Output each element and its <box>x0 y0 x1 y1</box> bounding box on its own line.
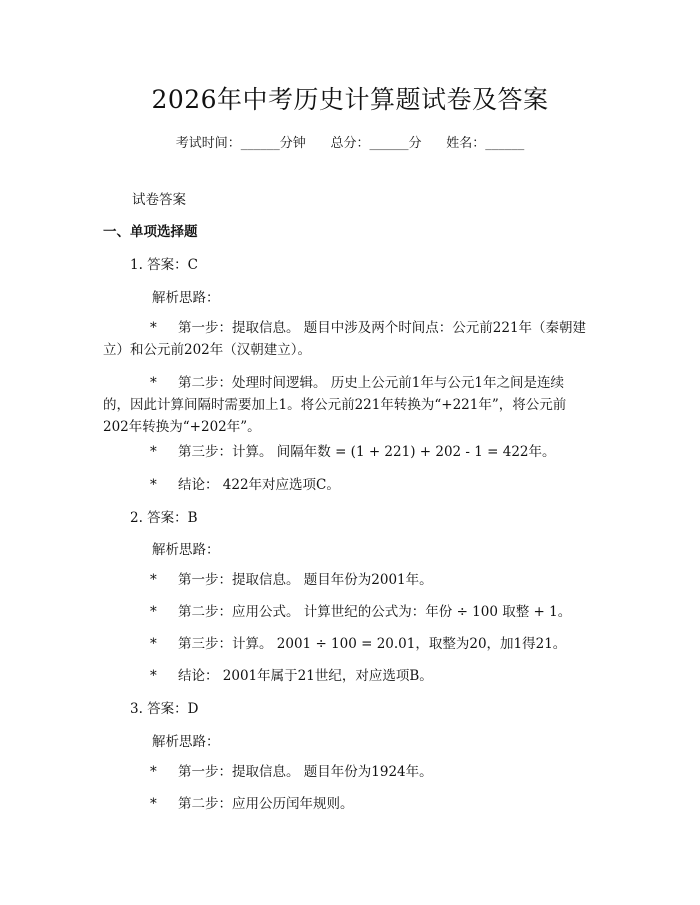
q3-analysis-label: 解析思路： <box>152 734 220 750</box>
bullet-mark: * <box>150 444 157 460</box>
bullet-mark: * <box>150 764 157 780</box>
q2-step3: * 第三步：计算。 2001 ÷ 100 = 20.01，取整为20，加1得21。 <box>150 636 567 652</box>
q2-answer: 2. 答案：B <box>130 510 198 526</box>
page-title: 2026年中考历史计算题试卷及答案 <box>151 85 549 114</box>
q3-answer: 3. 答案：D <box>130 701 199 717</box>
bullet-mark: * <box>150 477 157 493</box>
exam-info-line: 考试时间：______分钟 总分：______分 姓名：______ <box>175 136 525 151</box>
q1-conclusion: * 结论： 422年对应选项C。 <box>150 477 340 493</box>
q1-step3: * 第三步：计算。 间隔年数 = (1 + 221) + 202 - 1 = 422年。 <box>150 444 556 460</box>
q1-step1-line1: * 第一步：提取信息。 题目中涉及两个时间点：公元前221年（秦朝建 <box>150 320 587 336</box>
q1-step1-line2: 立）和公元前202年（汉朝建立）。 <box>103 342 312 358</box>
q1-answer: 1. 答案：C <box>130 257 199 273</box>
q2-analysis-label: 解析思路： <box>152 542 220 558</box>
section-heading-single-choice: 一、单项选择题 <box>103 224 198 240</box>
bullet-mark: * <box>150 572 157 588</box>
q3-step2: * 第二步：应用公历闰年规则。 <box>150 796 354 812</box>
q2-step2: * 第二步：应用公式。 计算世纪的公式为：年份 ÷ 100 取整 + 1。 <box>150 604 572 620</box>
q2-step1: * 第一步：提取信息。 题目年份为2001年。 <box>150 572 433 588</box>
q1-analysis-label: 解析思路： <box>152 290 220 306</box>
bullet-mark: * <box>150 375 157 391</box>
answers-heading: 试卷答案 <box>132 192 186 208</box>
bullet-mark: * <box>150 796 157 812</box>
q3-step1: * 第一步：提取信息。 题目年份为1924年。 <box>150 764 433 780</box>
q1-step2-line1: * 第二步：处理时间逻辑。 历史上公元前1年与公元1年之间是连续 <box>150 375 564 391</box>
bullet-mark: * <box>150 668 157 684</box>
q2-conclusion: * 结论： 2001年属于21世纪，对应选项B。 <box>150 668 433 684</box>
bullet-mark: * <box>150 636 157 652</box>
bullet-mark: * <box>150 604 157 620</box>
q1-step2-line3: 202年转换为“+202年”。 <box>103 419 261 435</box>
bullet-mark: * <box>150 320 157 336</box>
q1-step2-line2: 的，因此计算间隔时需要加上1。将公元前221年转换为“+221年”，将公元前 <box>103 397 567 413</box>
